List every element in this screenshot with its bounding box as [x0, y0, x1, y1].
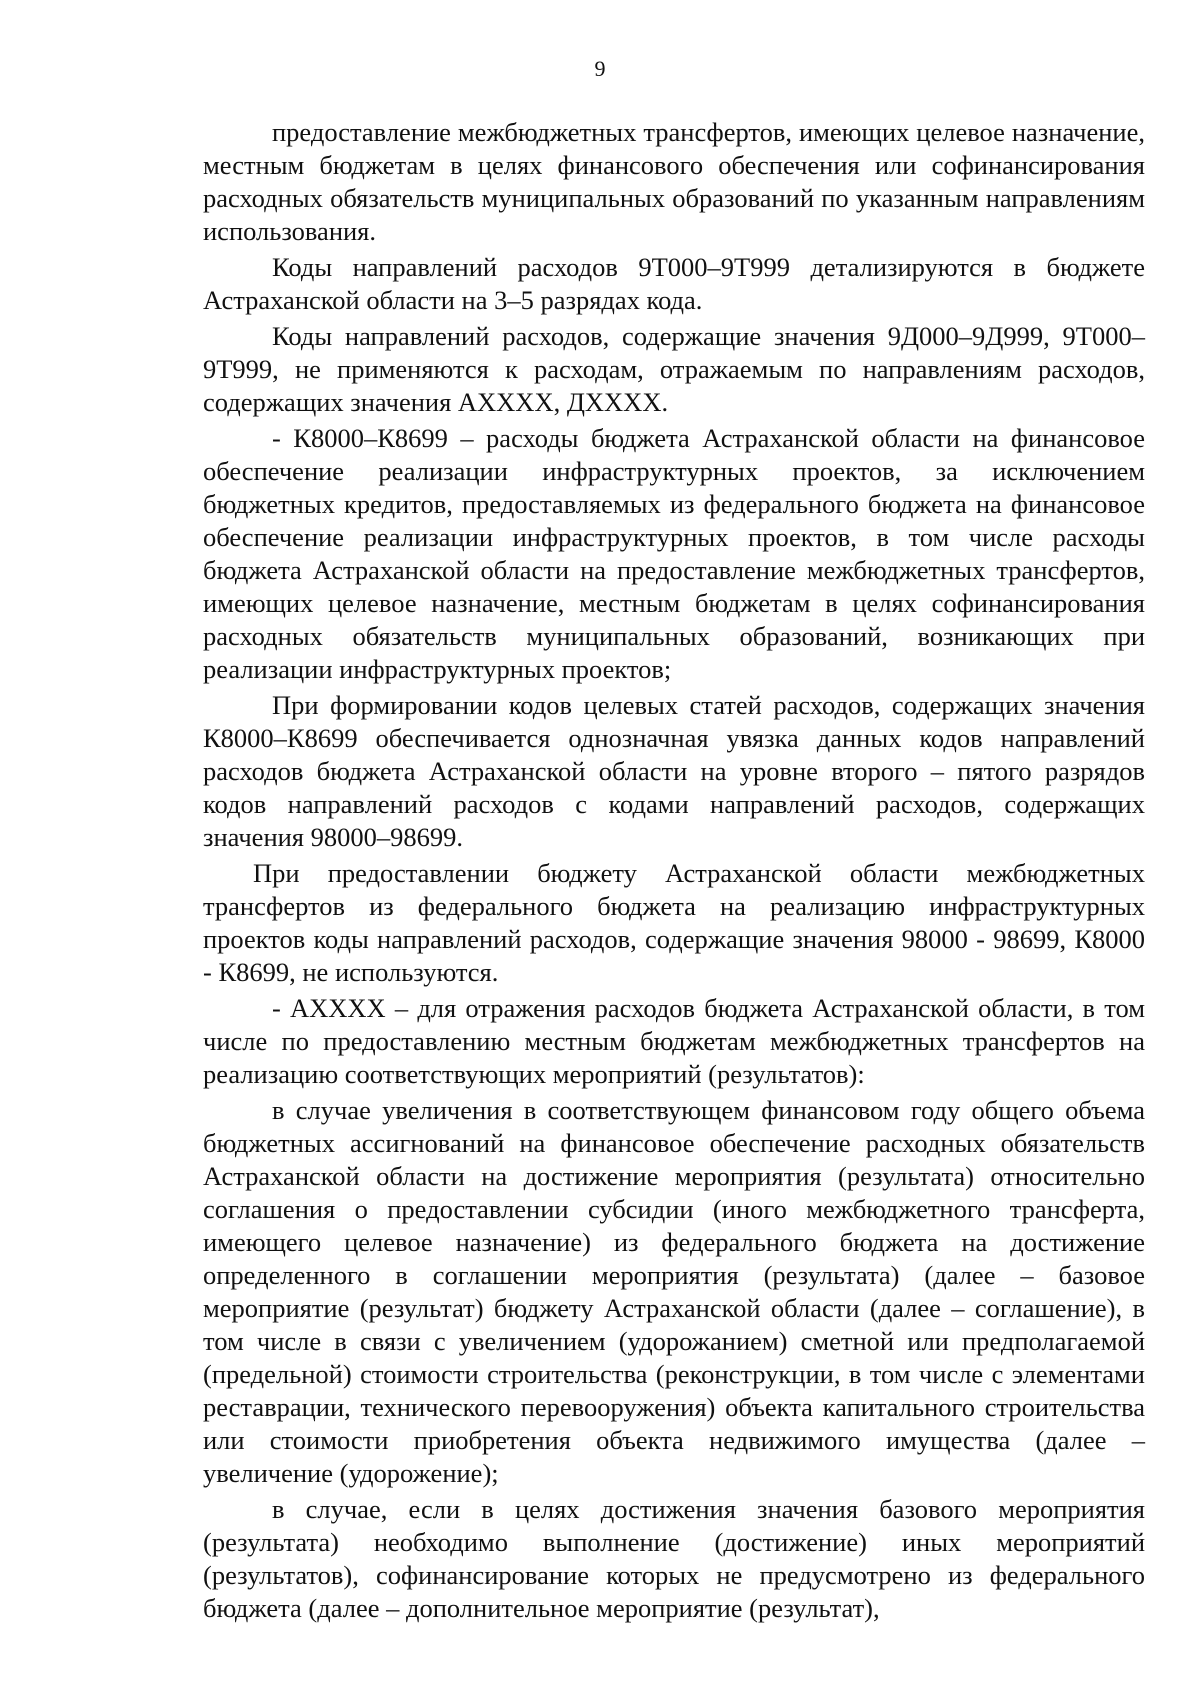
document-body [203, 116, 1145, 1625]
paragraph-increase-case: в случае увеличения в соответствующем финансовом году общего объема бюджетных ассигнований на финансовое обеспечение расходных обязательств Астраханской области на достижение мероприятия (результата) относительно соглашения о предоставлении субсидии (иного межбюджетного трансферта, имеющего целевое назначение) из федерального бюджета на достижение определенного в соглашении мероприятия (результата) (далее – базовое мероприятие (результат) бюджету Астраханской области (далее – соглашение), в том числе в связи с увеличением (удорожанием) сметной или предполагаемой (предельной) стоимости строительства (реконструкции, в том числе с элементами реставрации, технического перевооружения) объекта капитального строительства или стоимости приобретения объекта недвижимого имущества (далее – увеличение (удорожение); [203, 1095, 1145, 1488]
paragraph-codes-9t-detail: Коды направлений расходов 9Т000–9Т999 детализируются в бюджете Астраханской области на 3–5 разрядах кода. [203, 252, 1145, 315]
page-number: 9 [594, 56, 606, 81]
paragraph-transfers-purpose: предоставление межбюджетных трансфертов, имеющих целевое назначение, местным бюджетам в целях финансового обеспечения или софинансирования расходных обязательств муниципальных образований по указанным направлениям использования. [203, 117, 1145, 246]
paragraph-axxxx: - АХХХХ – для отражения расходов бюджета Астраханской области, в том числе по предоставлению местным бюджетам межбюджетных трансфертов на реализацию соответствующих мероприятий (результатов): [203, 993, 1145, 1089]
paragraph-k8000-k8699: - К8000–К8699 – расходы бюджета Астраханской области на финансовое обеспечение реализации инфраструктурных проектов, за исключением бюджетных кредитов, предоставляемых из федерального бюджета на финансовое обеспечение реализации инфраструктурных проектов, в том числе расходы бюджета Астраханской области на предоставление межбюджетных трансфертов, имеющих целевое назначение, местным бюджетам в целях софинансирования расходных обязательств муниципальных образований, возникающих при реализации инфраструктурных проектов; [203, 423, 1145, 684]
paragraph-k8000-linkage: При формировании кодов целевых статей расходов, содержащих значения К8000–К8699 обеспечивается однозначная увязка данных кодов направлений расходов бюджета Астраханской области на уровне второго – пятого разрядов кодов направлений расходов с кодами направлений расходов, содержащих значения 98000–98699. [203, 690, 1145, 852]
paragraph-codes-9d-9t-not-applied: Коды направлений расходов, содержащие значения 9Д000–9Д999, 9Т000–9Т999, не применяются к расходам, отражаемым по направлениям расходов, содержащих значения АХХХХ, ДХХХХ. [203, 321, 1145, 417]
paragraph-federal-transfers: При предоставлении бюджету Астраханской области межбюджетных трансфертов из федерального бюджета на реализацию инфраструктурных проектов коды направлений расходов, содержащие значения 98000 - 98699, К8000 - К8699, не используются. [203, 858, 1145, 987]
paragraph-additional-measure-case: в случае, если в целях достижения значения базового мероприятия (результата) необходимо выполнение (достижение) иных мероприятий (результатов), софинансирование которых не предусмотрено из федерального бюджета (далее – дополнительное мероприятие (результат), [203, 1494, 1145, 1623]
